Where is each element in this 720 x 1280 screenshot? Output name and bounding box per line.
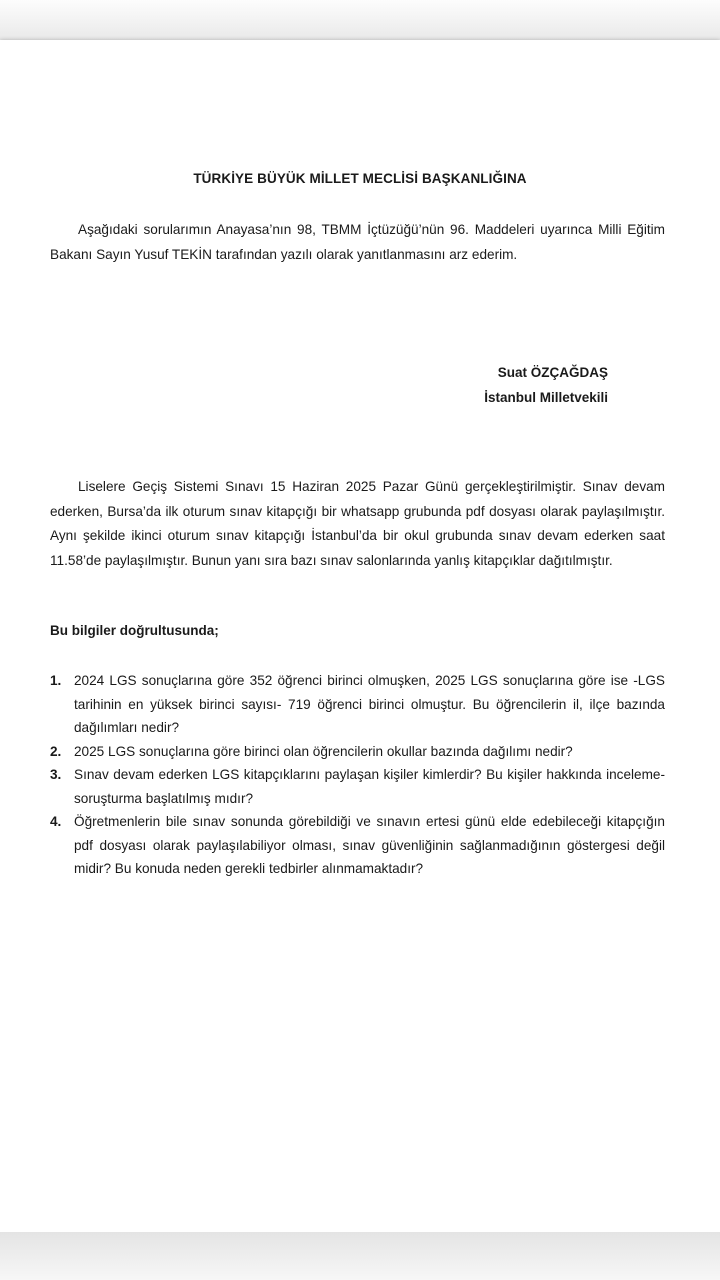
question-text: 2024 LGS sonuçlarına göre 352 öğrenci birinci olmuşken, 2025 LGS sonuçlarına göre ise -LGS tarihinin en yüksek birinci sayısı- 719 öğrenci birinci olmuştur. Bu öğrencilerin il, ilçe bazında dağılımları nedir? (74, 673, 665, 735)
question-number: 1. (50, 673, 62, 688)
question-item (50, 810, 665, 881)
top-screen-edge (0, 0, 720, 40)
question-number: 3. (50, 767, 62, 782)
bottom-screen-edge (0, 1232, 720, 1280)
signature-name: Suat ÖZÇAĞDAŞ (497, 365, 608, 380)
question-list (50, 669, 665, 881)
lead-sentence: Bu bilgiler doğrultusunda; (50, 623, 219, 638)
question-text: Öğretmenlerin bile sınav sonunda görebildiği ve sınavın ertesi günü elde edebileceği kitapçığın pdf dosyası olarak paylaşılabiliyor olması, sınav güvenliğinin sağlanmadığının göstergesi değil midir? Bu konuda neden gerekli tedbirler alınmamaktadır? (74, 814, 665, 876)
question-item (50, 763, 665, 810)
question-text: 2025 LGS sonuçlarına göre birinci olan öğrencilerin okullar bazında dağılımı nedir? (74, 743, 573, 759)
question-number: 4. (50, 814, 62, 829)
background-paragraph: Liselere Geçiş Sistemi Sınavı 15 Haziran 2025 Pazar Günü gerçekleştirilmiştir. Sınav devam ederken, Bursa’da ilk oturum sınav kitapçığı bir whatsapp grubunda pdf dosyası olarak paylaşılmıştır. Aynı şekilde ikinci oturum sınav kitapçığı İstanbul’da bir okul grubunda sınav devam ederken saat 11.58’de paylaşılmıştır. Bunun yanı sıra bazı sınav salonlarında yanlış kitapçıklar dağıtılmıştır. (50, 479, 665, 568)
question-text: Sınav devam ederken LGS kitapçıklarını paylaşan kişiler kimlerdir? Bu kişiler hakkında inceleme-soruşturma başlatılmış mıdır? (74, 767, 665, 806)
question-number: 2. (50, 743, 62, 759)
signature-block (440, 360, 608, 410)
question-item (50, 669, 665, 740)
document-title: TÜRKİYE BÜYÜK MİLLET MECLİSİ BAŞKANLIĞINA (193, 171, 527, 186)
question-item (50, 740, 665, 764)
signature-role: İstanbul Milletvekili (484, 390, 608, 405)
intro-paragraph: Aşağıdaki sorularımın Anayasa’nın 98, TBMM İçtüzüğü’nün 96. Maddeleri uyarınca Milli Eğitim Bakanı Sayın Yusuf TEKİN tarafından yazılı olarak yanıtlanmasını arz ederim. (50, 222, 665, 262)
